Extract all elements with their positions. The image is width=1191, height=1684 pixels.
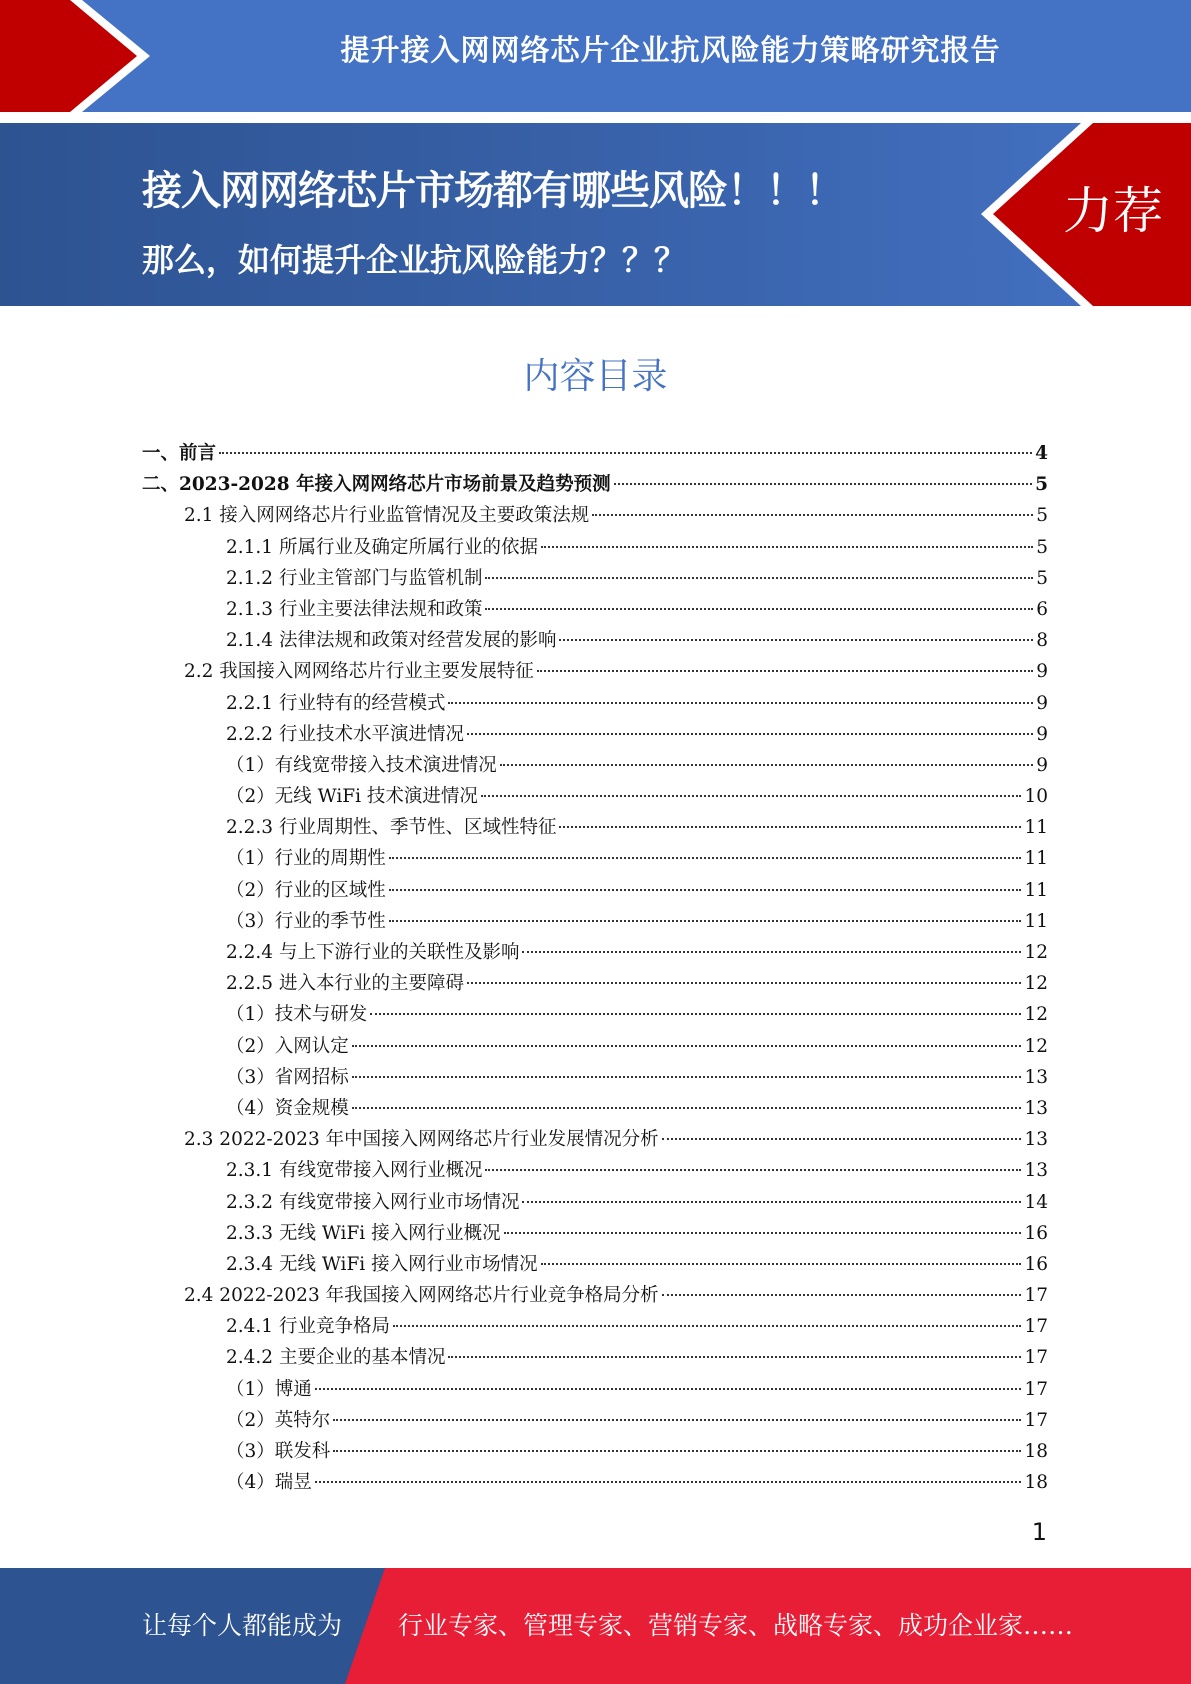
toc-dot-leader	[559, 639, 1033, 641]
toc-entry-page: 5	[1036, 567, 1048, 589]
toc-entry[interactable]	[142, 1124, 1048, 1155]
toc-entry-label: 2.3.4 无线 WiFi 接入网行业市场情况	[226, 1253, 538, 1275]
toc-entry-label: （1）博通	[226, 1378, 312, 1400]
toc-entry[interactable]	[142, 906, 1048, 937]
toc-entry-page: 9	[1036, 661, 1048, 683]
toc-entry[interactable]	[142, 500, 1048, 531]
toc-entry-page: 17	[1024, 1378, 1048, 1400]
report-title: 提升接入网网络芯片企业抗风险能力策略研究报告	[340, 33, 1001, 67]
toc-entry-label: 2.3.1 有线宽带接入网行业概况	[226, 1160, 483, 1182]
toc-entry-page: 10	[1024, 786, 1048, 808]
toc-dot-leader	[315, 1388, 1022, 1390]
toc-entry-label: 2.2.4 与上下游行业的关联性及影响	[226, 942, 520, 963]
toc-entry[interactable]	[142, 875, 1048, 906]
page-number: 1	[1031, 1518, 1047, 1546]
toc-dot-leader	[467, 982, 1021, 984]
toc-dot-leader	[333, 1419, 1021, 1421]
toc-entry-page: 14	[1024, 1191, 1048, 1213]
banner-headline: 接入网网络芯片市场都有哪些风险！！！	[142, 168, 844, 214]
toc-entry-label: 2.1.1 所属行业及确定所属行业的依据	[226, 536, 538, 558]
toc-dot-leader	[522, 951, 1021, 953]
toc-entry[interactable]	[142, 1280, 1048, 1311]
toc-entry-page: 13	[1024, 1097, 1048, 1119]
toc-entry-page: 18	[1024, 1472, 1048, 1494]
toc-entry-page: 12	[1024, 1004, 1048, 1026]
toc-entry[interactable]	[142, 781, 1048, 812]
toc-entry[interactable]	[142, 688, 1048, 719]
toc-dot-leader	[537, 670, 1033, 672]
toc-entry[interactable]	[142, 1031, 1048, 1062]
toc-entry[interactable]	[142, 750, 1048, 781]
toc-dot-leader	[522, 1201, 1021, 1203]
toc-dot-leader	[614, 483, 1033, 485]
toc-entry[interactable]	[142, 1374, 1048, 1405]
toc-dot-leader	[389, 920, 1022, 922]
toc-entry-label: （1）行业的周期性	[226, 848, 386, 870]
toc-dot-leader	[504, 1232, 1022, 1234]
toc-entry-page: 9	[1036, 692, 1048, 714]
toc-entry[interactable]	[142, 812, 1048, 843]
toc-entry-label: 2.2.5 进入本行业的主要障碍	[226, 973, 464, 995]
toc-entry-label: 2.3 2022-2023 年中国接入网网络芯片行业发展情况分析	[184, 1129, 659, 1151]
toc-entry[interactable]	[142, 1436, 1048, 1467]
toc-entry-page: 13	[1024, 1066, 1048, 1088]
toc-entry[interactable]	[142, 1093, 1048, 1124]
toc-dot-leader	[485, 577, 1033, 579]
toc-entry[interactable]	[142, 532, 1048, 563]
toc-entry-page: 12	[1024, 942, 1048, 963]
toc-dot-leader	[315, 1481, 1022, 1483]
toc-entry-page: 11	[1024, 817, 1048, 839]
toc-entry-label: 2.4.1 行业竞争格局	[226, 1316, 390, 1338]
toc-entry-label: 二、2023-2028 年接入网网络芯片市场前景及趋势预测	[142, 474, 611, 496]
toc-entry[interactable]	[142, 999, 1048, 1030]
recommend-badge-label: 力荐	[1063, 182, 1163, 240]
toc-entry-page: 11	[1024, 879, 1048, 901]
toc-title: 内容目录	[523, 356, 668, 397]
toc-entry-label: （3）联发科	[226, 1441, 331, 1462]
toc-dot-leader	[352, 1076, 1022, 1078]
toc-entry[interactable]	[142, 1249, 1048, 1280]
toc-dot-leader	[448, 1356, 1021, 1358]
toc-dot-leader	[559, 826, 1021, 828]
toc-entry[interactable]	[142, 937, 1048, 968]
toc-entry-page: 17	[1024, 1347, 1048, 1369]
toc-entry-page: 5	[1036, 505, 1048, 527]
toc-dot-leader	[448, 702, 1033, 704]
table-of-contents	[142, 438, 1048, 1498]
header-arrow-icon	[0, 0, 137, 112]
toc-dot-leader	[662, 1138, 1022, 1140]
toc-entry-label: 一、前言	[142, 443, 217, 464]
toc-entry-page: 13	[1024, 1160, 1048, 1182]
toc-entry[interactable]	[142, 719, 1048, 750]
toc-entry-label: 2.2 我国接入网网络芯片行业主要发展特征	[184, 661, 534, 683]
toc-entry[interactable]	[142, 1062, 1048, 1093]
toc-entry-label: 2.1.2 行业主管部门与监管机制	[226, 567, 483, 589]
toc-entry[interactable]	[142, 469, 1048, 500]
toc-dot-leader	[352, 1045, 1022, 1047]
toc-entry[interactable]	[142, 438, 1048, 469]
toc-entry-label: 2.3.2 有线宽带接入网行业市场情况	[226, 1191, 520, 1213]
toc-dot-leader	[393, 1325, 1021, 1327]
toc-dot-leader	[481, 795, 1022, 797]
toc-entry-page: 17	[1024, 1316, 1048, 1338]
toc-entry-label: 2.1 接入网网络芯片行业监管情况及主要政策法规	[184, 505, 590, 527]
toc-entry[interactable]	[142, 1342, 1048, 1373]
footer-banner	[0, 1568, 1191, 1684]
toc-entry[interactable]	[142, 1155, 1048, 1186]
toc-entry[interactable]	[142, 843, 1048, 874]
toc-entry-label: （4）资金规模	[226, 1097, 349, 1119]
toc-dot-leader	[541, 1263, 1022, 1265]
toc-entry-label: 2.2.2 行业技术水平演进情况	[226, 723, 464, 745]
toc-entry-label: （1）有线宽带接入技术演进情况	[226, 754, 497, 776]
toc-entry[interactable]	[142, 625, 1048, 656]
toc-dot-leader	[485, 608, 1033, 610]
toc-dot-leader	[500, 764, 1033, 766]
toc-dot-leader	[352, 1107, 1022, 1109]
toc-entry-label: （2）英特尔	[226, 1409, 331, 1431]
toc-entry[interactable]	[142, 1405, 1048, 1436]
toc-entry-page: 13	[1024, 1129, 1048, 1151]
toc-entry-label: 2.4.2 主要企业的基本情况	[226, 1347, 446, 1369]
toc-entry-label: （2）无线 WiFi 技术演进情况	[226, 786, 478, 808]
toc-dot-leader	[592, 514, 1033, 516]
report-header-bar	[0, 0, 1191, 112]
toc-entry-label: 2.3.3 无线 WiFi 接入网行业概况	[226, 1222, 501, 1244]
toc-entry-label: （3）行业的季节性	[226, 910, 386, 932]
toc-entry-label: （1）技术与研发	[226, 1004, 368, 1026]
toc-entry[interactable]	[142, 563, 1048, 594]
toc-entry[interactable]	[142, 656, 1048, 687]
toc-entry-page: 4	[1035, 443, 1048, 464]
toc-entry-page: 17	[1024, 1409, 1048, 1431]
toc-dot-leader	[389, 889, 1022, 891]
toc-entry-page: 16	[1024, 1253, 1048, 1275]
toc-entry-page: 11	[1024, 848, 1048, 870]
toc-dot-leader	[219, 452, 1032, 454]
toc-entry-page: 9	[1036, 754, 1048, 776]
toc-entry-page: 5	[1036, 536, 1048, 558]
toc-entry-page: 12	[1024, 973, 1048, 995]
toc-entry-page: 11	[1024, 910, 1048, 932]
toc-entry[interactable]	[142, 1467, 1048, 1498]
toc-entry-page: 9	[1036, 723, 1048, 745]
toc-entry-label: （2）入网认定	[226, 1035, 349, 1057]
toc-entry-label: 2.1.3 行业主要法律法规和政策	[226, 598, 483, 620]
toc-dot-leader	[370, 1013, 1021, 1015]
toc-entry-label: 2.2.3 行业周期性、季节性、区域性特征	[226, 817, 557, 839]
banner-subline: 那么，如何提升企业抗风险能力？？？	[142, 241, 687, 279]
toc-entry-page: 16	[1024, 1222, 1048, 1244]
toc-entry-page: 8	[1036, 630, 1048, 652]
toc-entry-label: 2.2.1 行业特有的经营模式	[226, 692, 446, 714]
toc-dot-leader	[662, 1294, 1022, 1296]
toc-dot-leader	[467, 733, 1033, 735]
toc-entry-page: 5	[1035, 474, 1048, 496]
toc-entry[interactable]	[142, 594, 1048, 625]
toc-dot-leader	[485, 1169, 1021, 1171]
toc-dot-leader	[389, 857, 1022, 859]
footer-slogan-left: 让每个人都能成为	[142, 1611, 343, 1640]
toc-dot-leader	[541, 546, 1033, 548]
toc-entry-label: （4）瑞昱	[226, 1472, 312, 1494]
toc-entry-page: 6	[1036, 598, 1048, 620]
toc-entry-page: 17	[1024, 1285, 1048, 1307]
toc-entry-label: 2.1.4 法律法规和政策对经营发展的影响	[226, 630, 557, 652]
toc-entry-label: （2）行业的区域性	[226, 879, 386, 901]
footer-slogan-right: 行业专家、管理专家、营销专家、战略专家、成功企业家……	[398, 1611, 1074, 1640]
promo-banner	[0, 123, 1191, 306]
toc-entry[interactable]	[142, 968, 1048, 999]
toc-entry-label: 2.4 2022-2023 年我国接入网网络芯片行业竞争格局分析	[184, 1285, 659, 1307]
toc-entry[interactable]	[142, 1187, 1048, 1218]
toc-entry[interactable]	[142, 1218, 1048, 1249]
toc-entry-page: 18	[1024, 1441, 1048, 1462]
toc-entry-label: （3）省网招标	[226, 1066, 349, 1088]
toc-entry[interactable]	[142, 1311, 1048, 1342]
toc-dot-leader	[333, 1450, 1021, 1452]
toc-entry-page: 12	[1024, 1035, 1048, 1057]
